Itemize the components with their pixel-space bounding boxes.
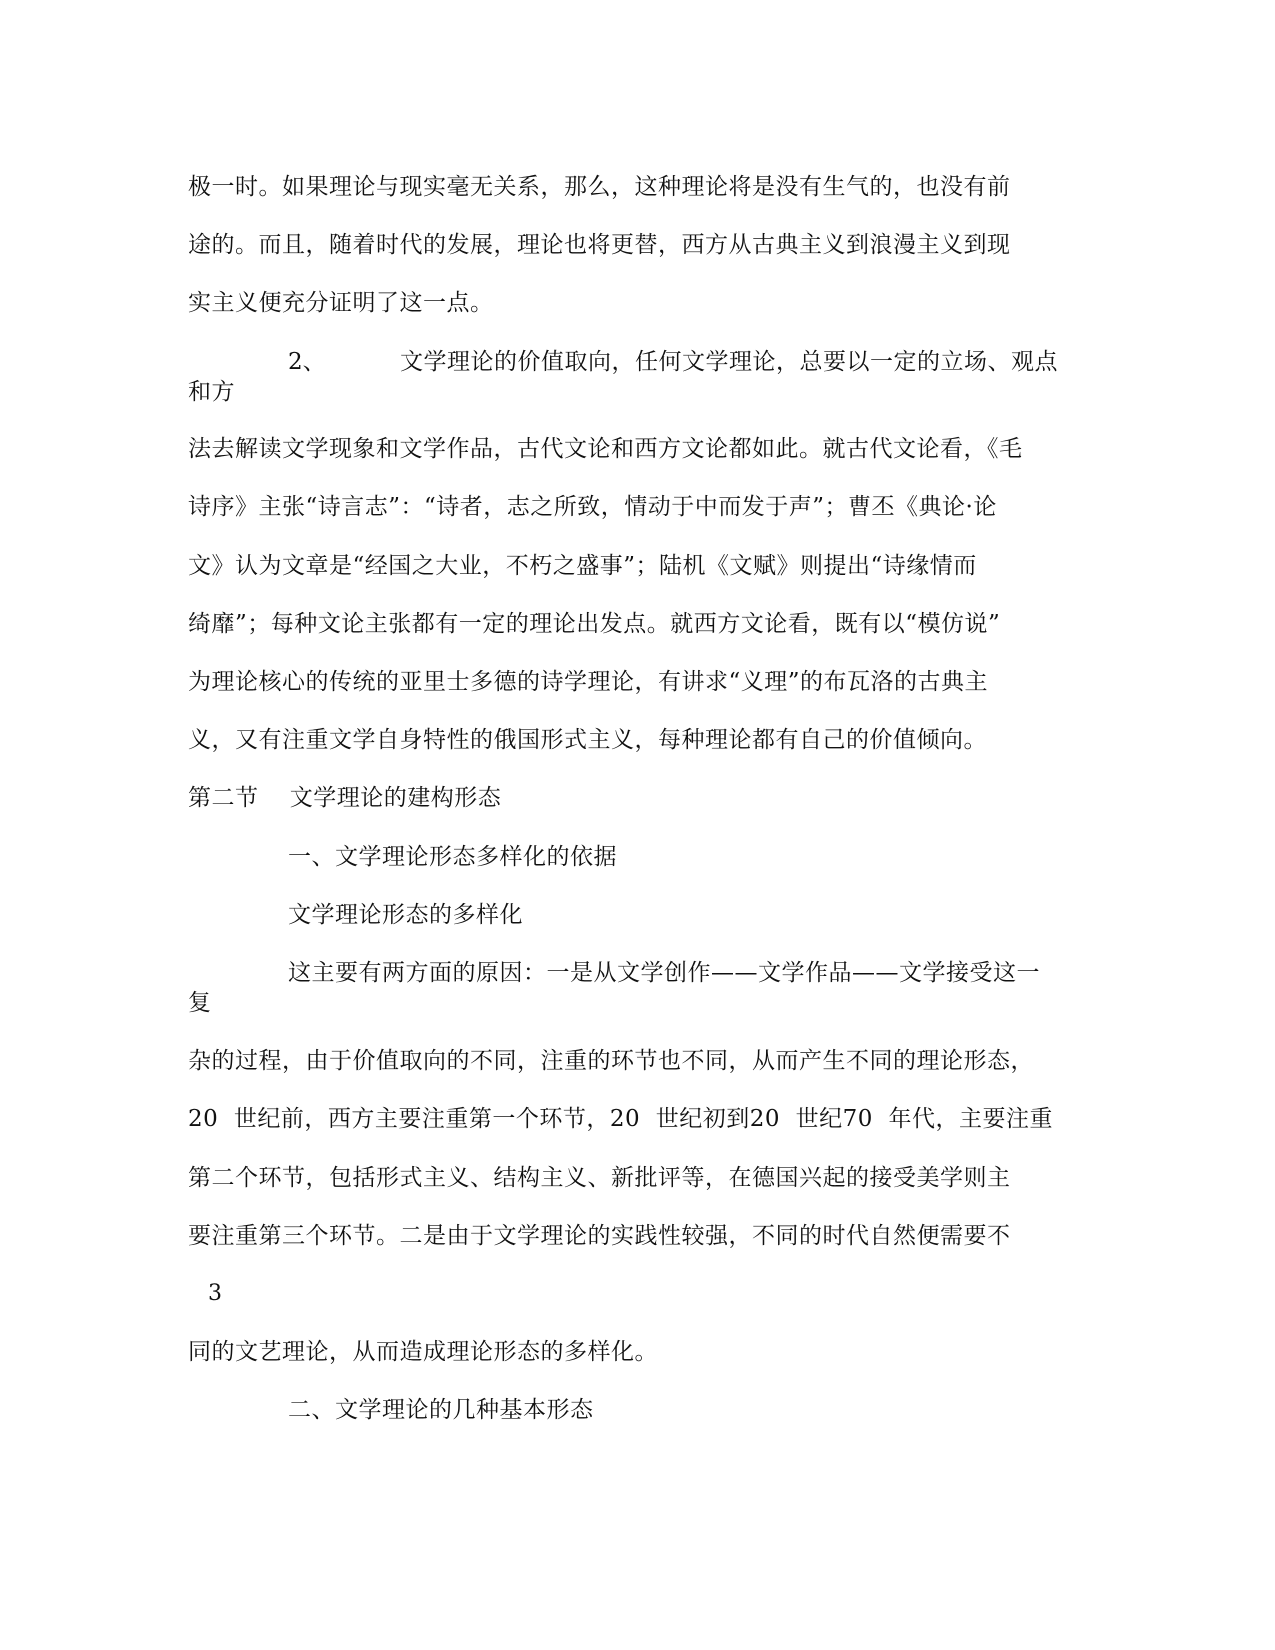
text-line: 途的。而且，随着时代的发展，理论也将更替，西方从古典主义到浪漫主义到现 bbox=[188, 232, 1011, 258]
text-line: 文》认为文章是“经国之大业，不朽之盛事”；陆机《文赋》则提出“诗缘情而 bbox=[188, 553, 977, 579]
text-line: 实主义便充分证明了这一点。 bbox=[188, 290, 494, 316]
text-line: 20 世纪前，西方主要注重第一个环节，20 世纪初到20 世纪70 年代，主要注重 bbox=[188, 1106, 1054, 1132]
section-heading: 第二节 文学理论的建构形态 bbox=[188, 785, 502, 811]
text-line: 绮靡”；每种文论主张都有一定的理论出发点。就西方文论看，既有以“模仿说” bbox=[188, 611, 1001, 637]
text-line: 为理论核心的传统的亚里士多德的诗学理论，有讲求“义理”的布瓦洛的古典主 bbox=[188, 669, 989, 695]
subheading: 二、文学理论的几种基本形态 bbox=[288, 1397, 594, 1423]
text-line: 义，又有注重文学自身特性的俄国形式主义，每种理论都有自己的价值倾向。 bbox=[188, 727, 987, 753]
page-number: 3 bbox=[208, 1281, 222, 1306]
text-line: 极一时。如果理论与现实毫无关系，那么，这种理论将是没有生气的，也没有前 bbox=[188, 174, 1011, 200]
subheading: 文学理论形态的多样化 bbox=[288, 902, 523, 928]
text-line-wrap: 和方 bbox=[188, 379, 235, 405]
text-line: 第二个环节，包括形式主义、结构主义、新批评等，在德国兴起的接受美学则主 bbox=[188, 1165, 1011, 1191]
list-number: 2、 bbox=[288, 349, 326, 375]
text-line: 法去解读文学现象和文学作品，古代文论和西方文论都如此。就古代文论看，《毛 bbox=[188, 436, 1023, 462]
text-line: 杂的过程，由于价值取向的不同，注重的环节也不同，从而产生不同的理论形态， bbox=[188, 1048, 1034, 1074]
text-line-wrap: 复 bbox=[188, 990, 212, 1016]
subheading: 一、文学理论形态多样化的依据 bbox=[288, 844, 617, 870]
text-line: 诗序》主张“诗言志”：“诗者，志之所致，情动于中而发于声”；曹丕《典论·论 bbox=[188, 494, 997, 520]
text-line: 同的文艺理论，从而造成理论形态的多样化。 bbox=[188, 1339, 658, 1365]
text-line: 这主要有两方面的原因：一是从文学创作——文学作品——文学接受这一 bbox=[288, 960, 1040, 986]
list-item-text: 文学理论的价值取向，任何文学理论，总要以一定的立场、观点 bbox=[400, 349, 1058, 375]
text-line: 要注重第三个环节。二是由于文学理论的实践性较强，不同的时代自然便需要不 bbox=[188, 1223, 1011, 1249]
